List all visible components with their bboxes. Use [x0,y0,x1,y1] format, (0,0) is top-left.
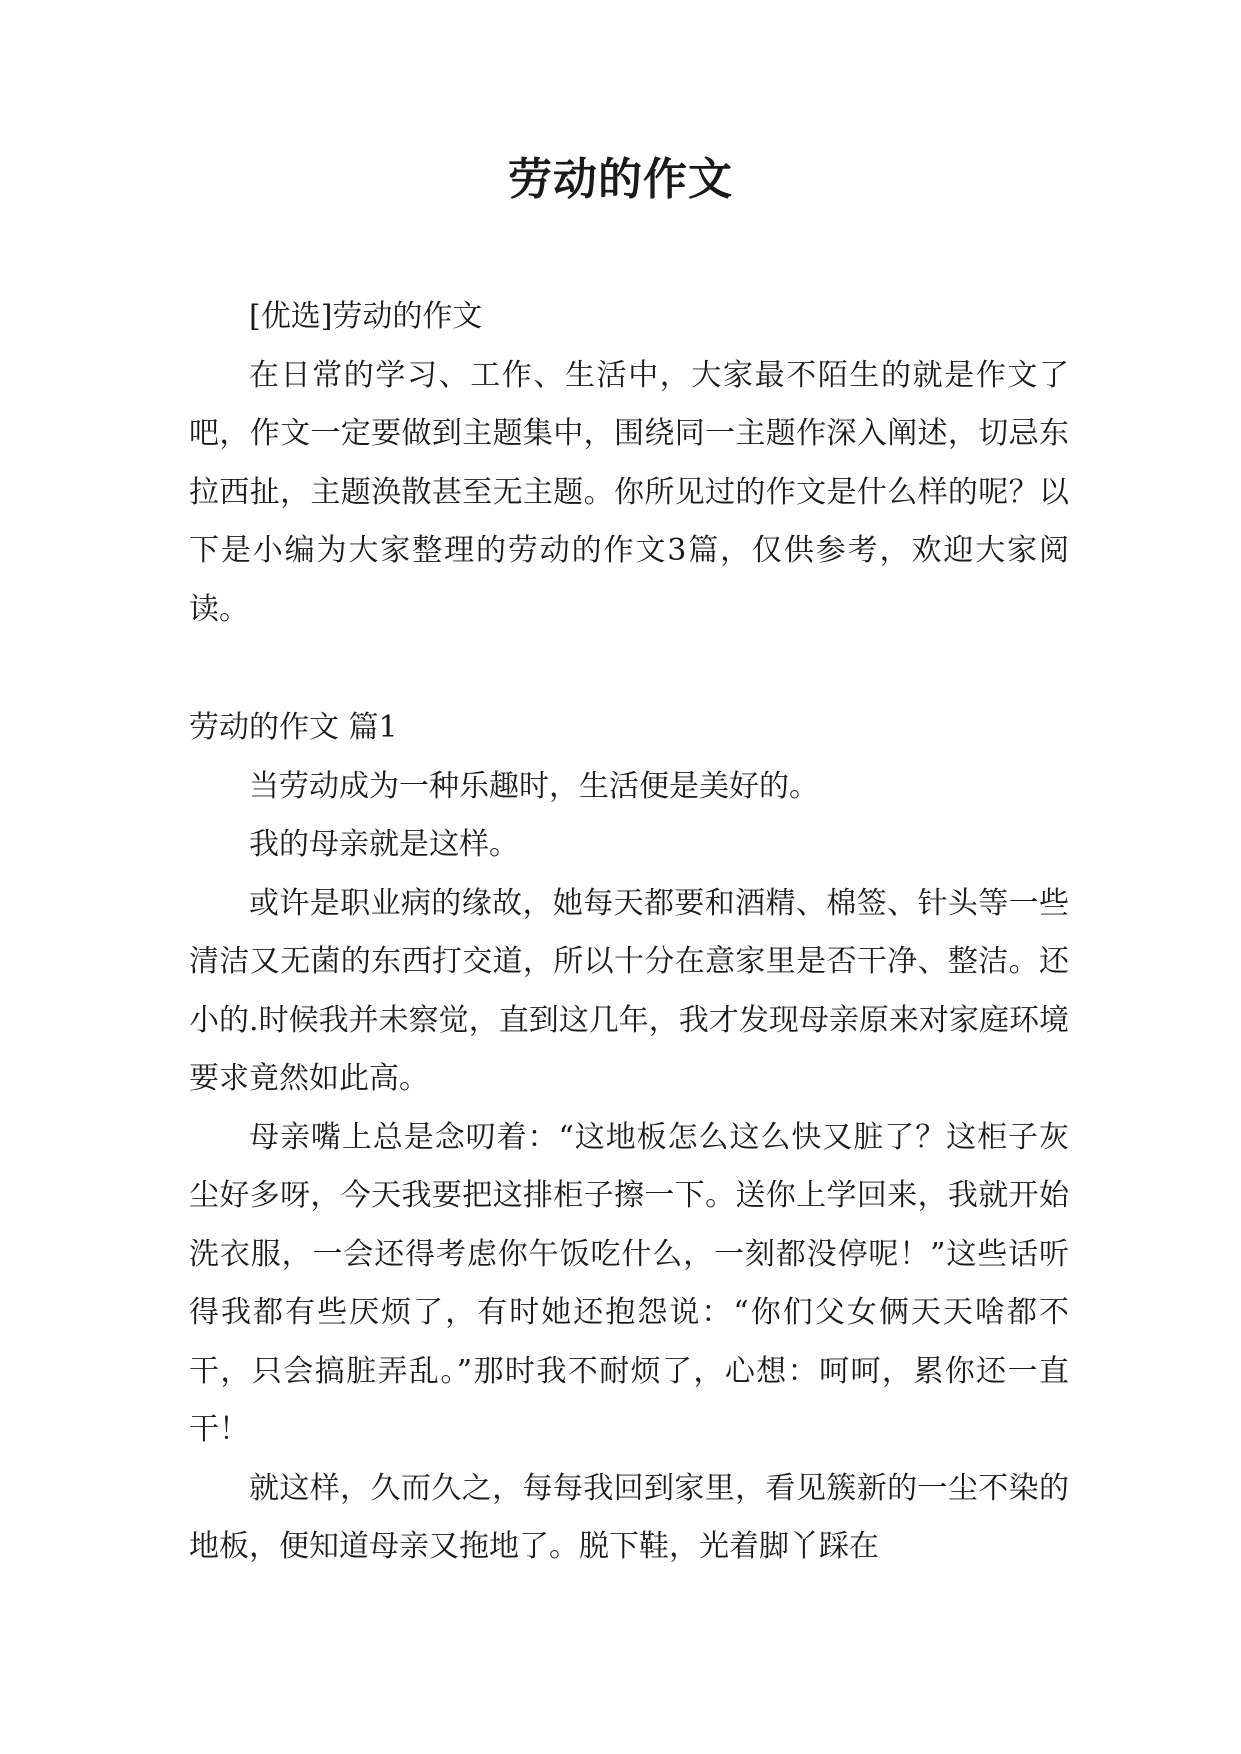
subtitle-line: [优选]劳动的作文 [249,299,483,334]
document-body [189,288,1069,1577]
section-heading: 劳动的作文 篇1 [189,710,398,745]
body-paragraph: 或许是职业病的缘故，她每天都要和酒精、棉签、针头等一些清洁又无菌的东西打交道，所以十分在意家里是否干净、整洁。还小的.时候我并未察觉，直到这几年，我才发现母亲原来对家庭环境要求竟然如此高。 [189,885,1069,1096]
body-paragraph: 我的母亲就是这样。 [249,827,519,862]
body-paragraph: 当劳动成为一种乐趣时，生活便是美好的。 [249,768,819,804]
body-paragraph: 母亲嘴上总是念叨着：“这地板怎么这么快又脏了？这柜子灰尘好多呀，今天我要把这排柜子擦一下。送你上学回来，我就开始洗衣服，一会还得考虑你午饭吃什么，一刻都没停呢！”这些话听得我都有些厌烦了，有时她还抱怨说：“你们父女俩天天啥都不干，只会搞脏弄乱。”那时我不耐烦了，心想：呵呵，累你还一直干！ [189,1119,1069,1447]
document-title: 劳动的作文 [508,154,733,205]
intro-paragraph: 在日常的学习、工作、生活中，大家最不陌生的就是作文了吧，作文一定要做到主题集中，围绕同一主题作深入阐述，切忌东拉西扯，主题涣散甚至无主题。你所见过的作文是什么样的呢？以下是小编为大家整理的劳动的作文3篇，仅供参考，欢迎大家阅读。 [189,357,1069,627]
body-paragraph: 就这样，久而久之，每每我回到家里，看见簇新的一尘不染的地板，便知道母亲又拖地了。脱下鞋，光着脚丫踩在 [189,1470,1069,1564]
